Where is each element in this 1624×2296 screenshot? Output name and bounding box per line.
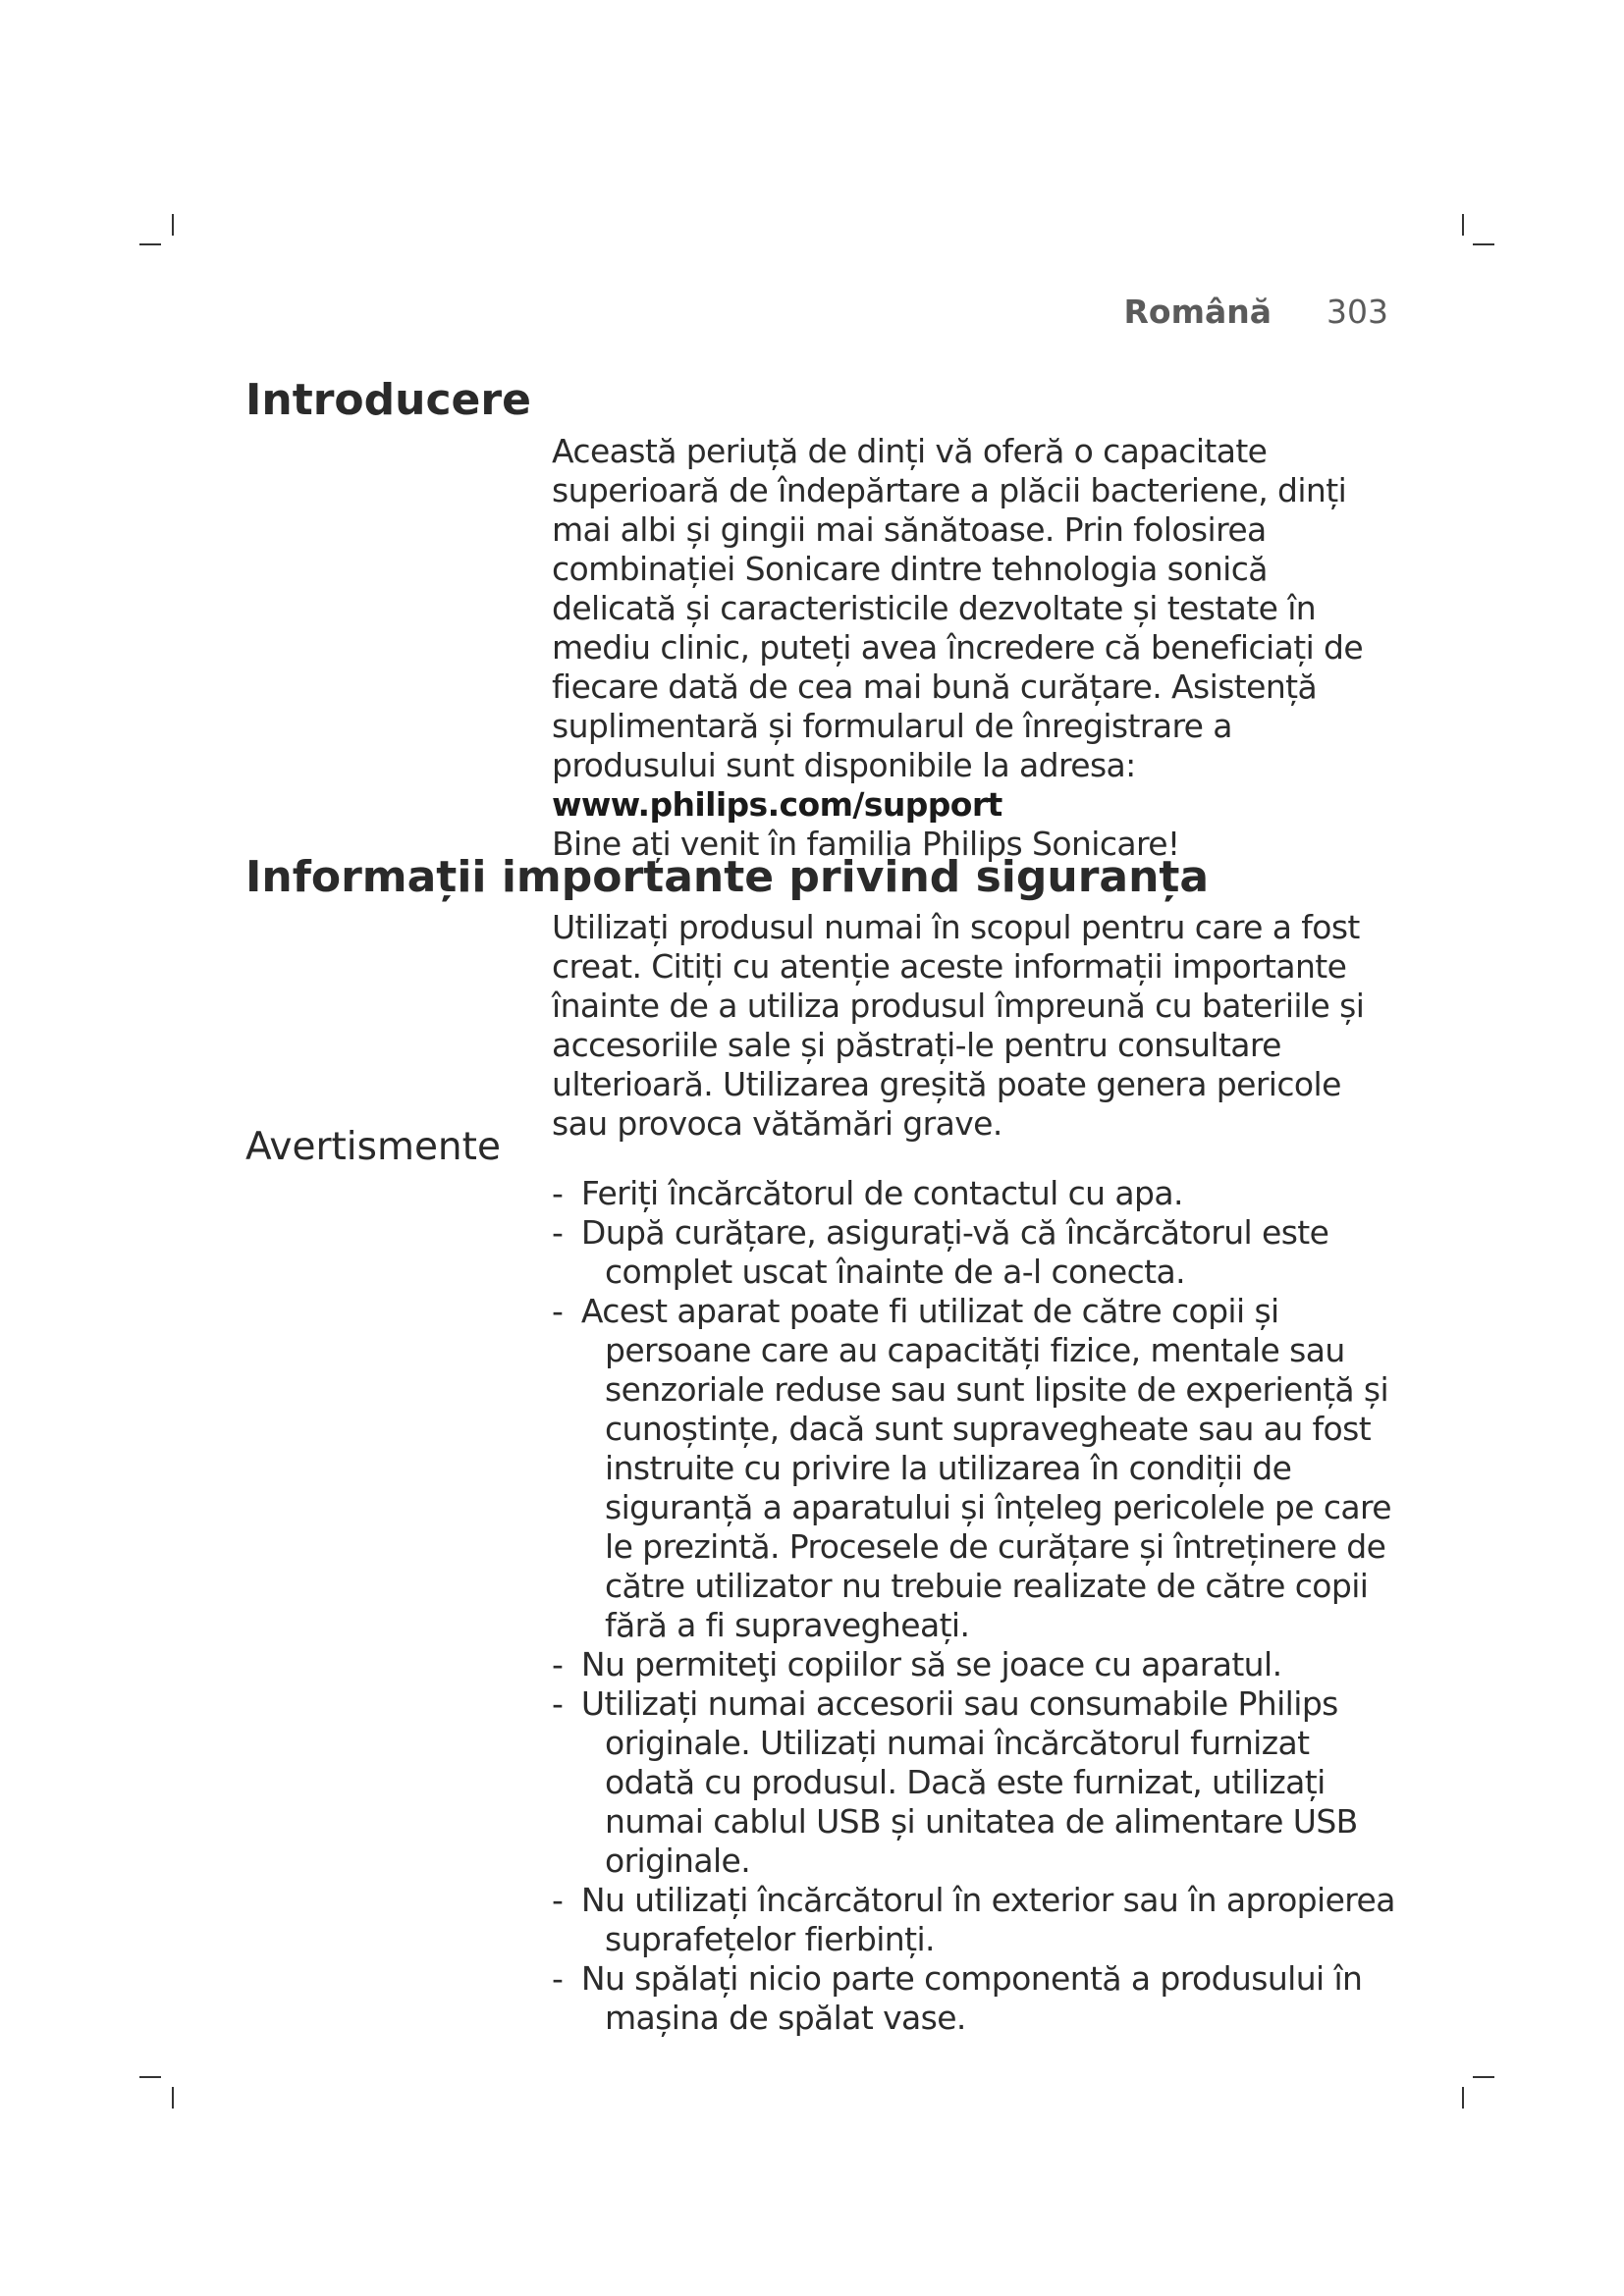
crop-mark-bottom-right-v [1462,2087,1464,2109]
warnings-list [552,1174,1396,2038]
siguranta-body [552,908,1396,1144]
intro-body [552,432,1396,864]
support-url[interactable]: www.philips.com/support [552,785,1002,824]
crop-mark-top-left-v [172,214,174,236]
crop-mark-bottom-left-v [172,2087,174,2109]
list-item: - Nu spălați nicio parte componentă a produsului în mașina de spălat vase. [552,1959,1363,2037]
section-title-introducere: Introducere [245,375,531,425]
header-language: Română [1123,293,1272,331]
list-item: - Nu permiteţi copiilor să se joace cu aparatul. [552,1645,1282,1683]
page-number: 303 [1326,293,1388,331]
crop-mark-top-right-v [1462,214,1464,236]
crop-mark-top-right-h [1473,243,1494,245]
section-title-avertismente: Avertismente [245,1125,501,1169]
intro-paragraph: Această periuță de dinți vă oferă o capacitate superioară de îndepărtare a plăcii bacteriene, dinți mai albi și gingii mai sănătoase. Prin folosirea combinației Sonicare dintre tehnologia sonică delicată și caracteristicile dezvoltate și testate în mediu clinic, puteți avea încredere că beneficiați de fiecare dată de cea mai bună curățare. Asistență suplimentară și formularul de înregistrare a produsului sunt disponibile la adresa: [552,432,1364,784]
intro-welcome: Bine ați venit în familia Philips Sonicare! [552,825,1180,863]
section-title-siguranta: Informații importante privind siguranța [245,852,1210,902]
list-item: - Feriți încărcătorul de contactul cu apa. [552,1174,1183,1212]
crop-mark-bottom-left-h [139,2076,161,2078]
running-header [1124,293,1389,331]
list-item: - Utilizați numai accesorii sau consumabile Philips originale. Utilizați numai încărcătorul furnizat odată cu produsul. Dacă este furnizat, utilizați numai cablul USB și unitatea de alimentare USB originale. [552,1684,1358,1880]
crop-mark-bottom-right-h [1473,2076,1494,2078]
list-item: - Acest aparat poate fi utilizat de către copii și persoane care au capacități fizice, mentale sau senzoriale reduse sau sunt lipsite de experiență și cunoștințe, dacă sunt supravegheate sau au fost instruite cu privire la utilizarea în condiții de siguranță a aparatului și înțeleg pericolele pe care le prezintă. Procesele de curățare și întreținere de către utilizator nu trebuie realizate de către copii fără a fi supravegheați. [552,1292,1391,1644]
list-item: - După curățare, asigurați-vă că încărcătorul este complet uscat înainte de a-l conecta. [552,1213,1329,1291]
list-item: - Nu utilizați încărcătorul în exterior sau în apropierea suprafețelor fierbinți. [552,1881,1395,1958]
siguranta-paragraph: Utilizați produsul numai în scopul pentru care a fost creat. Citiți cu atenție aceste informații importante înainte de a utiliza produsul împreună cu bateriile și accesoriile sale și păstrați-le pentru consultare ulterioară. Utilizarea greșită poate genera pericole sau provoca vătămări grave. [552,908,1365,1143]
crop-mark-top-left-h [139,243,161,245]
